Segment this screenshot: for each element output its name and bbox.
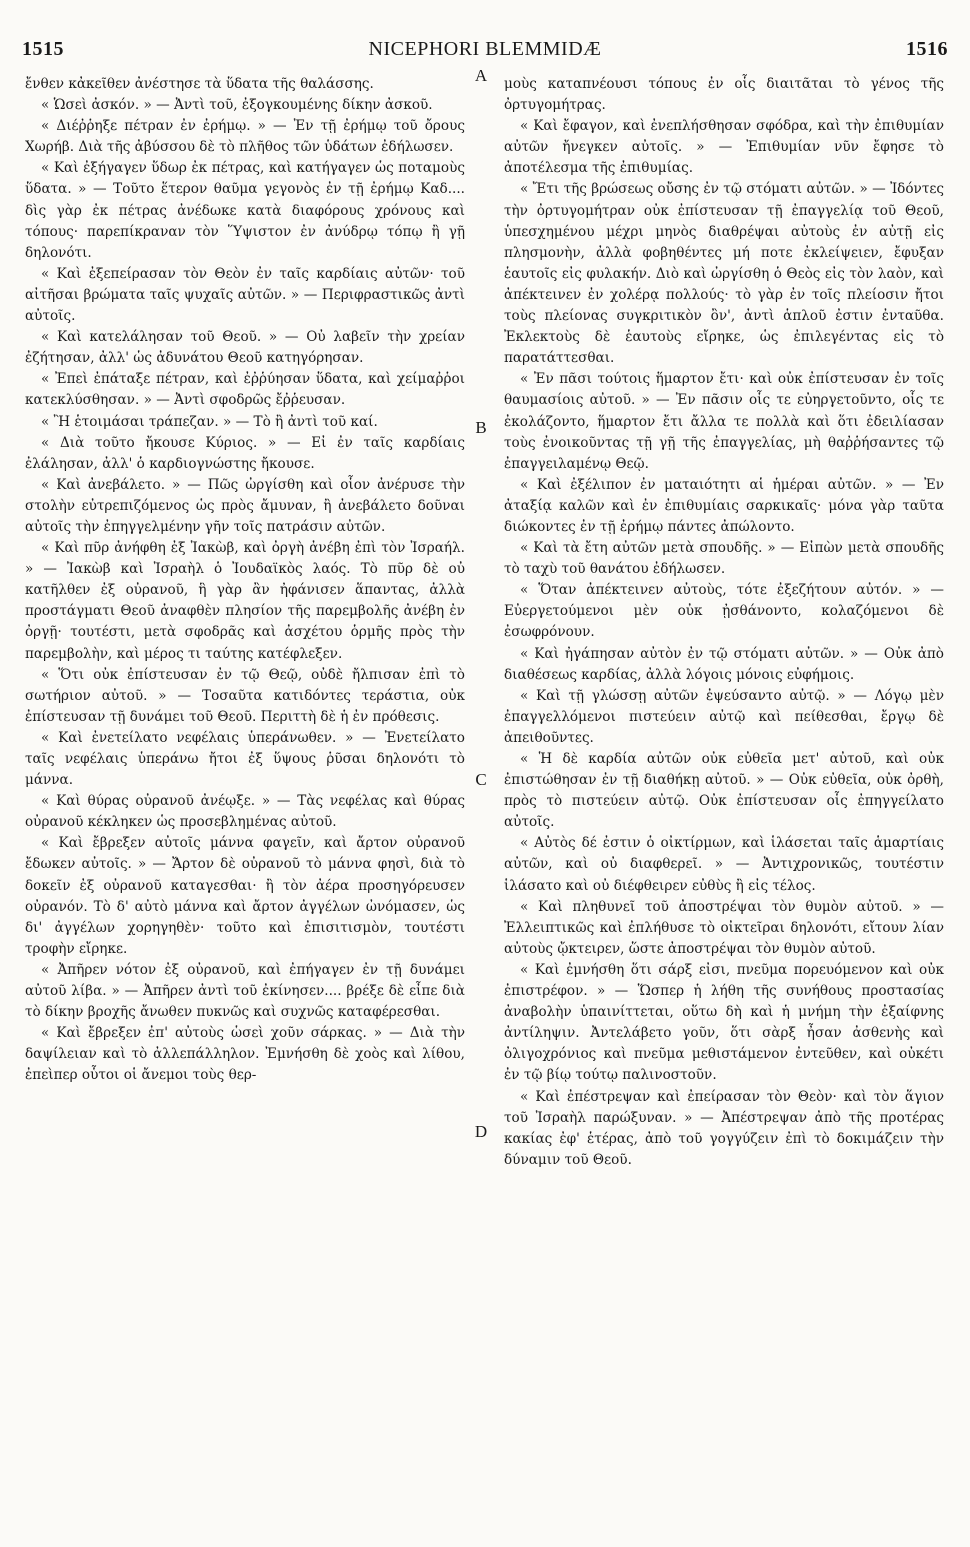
paragraph: « Καὶ ἐξέλιπον ἐν ματαιότητι αἱ ἡμέραι αὐτῶν. » — Ἐν ἀταξίᾳ καλῶν καὶ ἐν ἐπιθυμίαις σαρκικαῖς· μόνα γὰρ ταῦτα διώκοντες ἐν τῇ ἐρήμῳ πάντες ἀπώλοντο. [504, 476, 944, 535]
paragraph: « Ὅτι οὐκ ἐπίστευσαν ἐν τῷ Θεῷ, οὐδὲ ἤλπισαν ἐπὶ τὸ σωτήριον αὐτοῦ. » — Τοσαῦτα κατιδόντες τεράστια, οὐκ ἐπίστευσαν τῇ δυνάμει τοῦ Θεοῦ. Περιττὴ δὲ ἡ ἐν πρόθεσις. [25, 666, 465, 725]
paragraph: « Καὶ ἔφαγον, καὶ ἐνεπλήσθησαν σφόδρα, καὶ τὴν ἐπιθυμίαν αὐτῶν ἤνεγκεν αὐτοῖς. » — Ἐπιθυμίαν νῦν ἔφησε τὸ ἀποτέλεσμα τῆς ἐπιθυμίας. [504, 118, 944, 177]
paragraph: « Διὰ τοῦτο ἤκουσε Κύριος. » — Εἰ ἐν ταῖς καρδίαις ἐλάλησαν, ἀλλ' ὁ καρδιογνώστης ἤκουσε. [25, 434, 465, 472]
paragraph: « Καὶ κατελάλησαν τοῦ Θεοῦ. » — Οὐ λαβεῖν τὴν χρείαν ἐζήτησαν, ἀλλ' ὡς ἀδυνάτου Θεοῦ κατηγόρησαν. [25, 329, 465, 367]
paragraph: « Καὶ θύρας οὐρανοῦ ἀνέῳξε. » — Τὰς νεφέλας καὶ θύρας οὐρανοῦ κέκληκεν ὡς προσεβλημένας αὐτοῦ. [25, 793, 465, 831]
paragraph: « Καὶ πῦρ ἀνήφθη ἐξ Ἰακὼβ, καὶ ὀργὴ ἀνέβη ἐπὶ τὸν Ἰσραήλ. » — Ἰακὼβ καὶ Ἰσραὴλ ὁ Ἰουδαϊκὸς λαός. Τὸ πῦρ δὲ οὐ κατῆλθεν ἐξ οὐρανοῦ, ἣ γὰρ ἂν ἠφάνισεν ἅπαντας, ἀλλὰ προστάγματι Θεοῦ ἀναφθὲν πλησίον τῆς παρεμβολῆς ἀνέβη ἐν ὀργῇ· τουτέστι, μετὰ σφοδρᾶς καὶ ἀσχέτου ὁρμῆς πρὸς τὴν παρεμβολὴν, καὶ μέρος τι ταύτης κατέφλεξεν. [25, 540, 465, 662]
paragraph: « Καὶ ἐπέστρεψαν καὶ ἐπείρασαν τὸν Θεὸν· καὶ τὸν ἅγιον τοῦ Ἰσραὴλ παρώξυναν. » — Ἀπέστρεψαν ἀπὸ τῆς προτέρας κακίας ἐφ' ἑτέρας, ἀπὸ τοῦ γογγύζειν ἐπὶ τὸ δοκιμάζειν τὴν δύναμιν τοῦ Θεοῦ. [504, 1088, 944, 1168]
paragraph: « Ἐν πᾶσι τούτοις ἥμαρτον ἔτι· καὶ οὐκ ἐπίστευσαν ἐν τοῖς θαυμασίοις αὐτοῦ. » — Ἐν πᾶσιν οἷς τε εὐηργετοῦντο, οἷς τε ἐκολάζοντο, ἥμαρτον ἔτι ἄλλα τε πολλὰ καὶ ὅτι ἐδειλίασαν τοὺς ἐνοικοῦντας τῇ γῇ τῆς ἐπαγγελίας, μὴ θαῤῥήσαντες τῷ ἐπαγγειλαμένῳ Θεῷ. [504, 371, 944, 472]
paragraph: « Καὶ πληθυνεῖ τοῦ ἀποστρέψαι τὸν θυμὸν αὐτοῦ. » — Ἐλλειπτικῶς καὶ ἐπλήθυσε τὸ οἰκτεῖραι δηλονότι, εἴτουν λίαν αὐτοὺς ᾤκτειρεν, ὥστε ἀποστρέψαι τὸν θυμὸν αὐτοῦ. [504, 898, 944, 957]
paragraph: « Καὶ ἠγάπησαν αὐτὸν ἐν τῷ στόματι αὐτῶν. » — Οὐκ ἀπὸ διαθέσεως καρδίας, ἀλλὰ λόγοις μόνοις εὐφήμοις. [504, 645, 944, 683]
paragraph: « Καὶ τῇ γλώσσῃ αὐτῶν ἐψεύσαντο αὐτῷ. » — Λόγῳ μὲν ἐπαγγελλόμενοι πιστεύειν αὐτῷ καὶ πείθεσθαι, ἔργῳ δὲ ἀπειθοῦντες. [504, 687, 944, 746]
paragraph: « Ἔτι τῆς βρώσεως οὔσης ἐν τῷ στόματι αὐτῶν. » — Ἰδόντες τὴν ὀρτυγομήτραν οὐκ ἐπίστευσαν τῇ ἐπαγγελίᾳ τοῦ Θεοῦ, ὑπεσχημένου μέχρι μηνὸς διαθρέψαι αὐτοὺς ἐν αὐτῇ εἰς πλησμονὴν, ἀλλὰ φοβηθέντες μή ποτε ἐκλείψειεν, ἔφυξαν ἑαυτοῖς εἰς φυλακήν. Διὸ καὶ ὠργίσθη ὁ Θεὸς εἰς τὸν λαὸν, καὶ ἀπέκτεινεν ἐν χολέρᾳ πολλούς· τὸ γὰρ ἐν τοῖς πλείοσιν ἤτοι τοὺς πλείονας συγκριτικὸν ὂν', ἀντὶ ἁπλοῦ ἐστιν ἐνταῦθα. Ἐκλεκτοὺς δὲ ἑαυτοὺς εἴρηκε, ὡς ἐπιλεγέντας εἰς τὸ παρατάττεσθαι. [504, 181, 944, 367]
margin-marker-b: B [475, 418, 487, 437]
paragraph: « Καὶ τὰ ἔτη αὐτῶν μετὰ σπουδῆς. » — Εἰπὼν μετὰ σπουδῆς τὸ ταχὺ τοῦ θανάτου ἐδήλωσεν. [504, 540, 944, 578]
paragraph: « Καὶ ἀνεβάλετο. » — Πῶς ὠργίσθη καὶ οἷον ἀνέρυσε τὴν στολὴν εὐτρεπιζόμενος ὡς πρὸς ἄμυναν, ἢ ἀνεβάλετο δοῦναι αὐτοῖς τὴν ἐπηγγελμένην γῆν τοῖς πατράσιν αὐτῶν. [25, 476, 465, 535]
right-column [504, 74, 944, 1171]
page-header [22, 38, 948, 62]
paragraph: « Ἐπεὶ ἐπάταξε πέτραν, καὶ ἐῤῥύησαν ὕδατα, καὶ χείμαῤῥοι κατεκλύσθησαν. » — Ἀντὶ σφοδρῶς ἔῤῥευσαν. [25, 371, 465, 409]
paragraph: « Ὡσεὶ ἀσκόν. » — Ἀντὶ τοῦ, ἐξογκουμένης δίκην ἀσκοῦ. [41, 97, 433, 114]
margin-marker-c: C [475, 770, 487, 789]
paragraph: « Ἀπῆρεν νότον ἐξ οὐρανοῦ, καὶ ἐπήγαγεν ἐν τῇ δυνάμει αὐτοῦ λίβα. » — Ἀπῆρεν ἀντὶ τοῦ ἐκίνησεν.... βρέξε δὲ εἶπε διὰ τὸ δίκην βροχῆς ἄνωθεν πυκνῶς καὶ συχνῶς καταφέρεσθαι. [25, 961, 465, 1021]
right-page-number: 1516 [906, 38, 948, 60]
left-page-number: 1515 [22, 38, 64, 60]
paragraph: « Αὐτὸς δέ ἐστιν ὁ οἰκτίρμων, καὶ ἱλάσεται ταῖς ἁμαρτίαις αὐτῶν, καὶ οὐ διαφθερεῖ. » — Ἀντιχρονικῶς, τουτέστιν ἱλάσατο καὶ οὐ διέφθειρεν εὐθὺς ἢ εἰς τέλος. [504, 835, 944, 894]
paragraph: « Καὶ ἐνετείλατο νεφέλαις ὑπεράνωθεν. » — Ἐνετείλατο ταῖς νεφέλαις ὑπεράνω ἤτοι ἐξ ὕψους ῥῦσαι δηλονότι τὸ μάννα. [25, 729, 465, 789]
paragraph: « Καὶ ἔβρεξεν ἐπ' αὐτοὺς ὡσεὶ χοῦν σάρκας. » — Διὰ τὴν δαψίλειαν καὶ τὸ ἀλλεπάλληλον. Ἐμνήσθη δὲ χοὸς καὶ λίθου, ἐπεὶπερ οὗτοι οἱ ἄνεμοι τοὺς θερ- [25, 1025, 465, 1084]
paragraph: μοὺς καταπνέουσι τόπους ἐν οἷς διαιτᾶται τὸ γένος τῆς ὀρτυγομήτρας. [504, 76, 944, 114]
margin-marker-d: D [474, 1122, 488, 1141]
margin-marker-a: A [474, 66, 488, 85]
paragraph: « Ὅταν ἀπέκτεινεν αὐτοὺς, τότε ἐξεζήτουν αὐτόν. » — Εὐεργετούμενοι μὲν οὐκ ᾐσθάνοντο, κολαζόμενοι δὲ ἐσωφρόνουν. [504, 582, 944, 641]
paragraph: « Καὶ ἔβρεξεν αὐτοῖς μάννα φαγεῖν, καὶ ἄρτον οὐρανοῦ ἔδωκεν αὐτοῖς. » — Ἄρτον δὲ οὐρανοῦ τὸ μάννα φησὶ, διὰ τὸ δοκεῖν ἐξ οὐρανοῦ καταγεσθαι· ἢ τὸν ἀέρα προσηγόρευσεν οὐρανόν. Τὸ δ' αὐτὸ μάννα καὶ ἄρτον ἀγγέλων ὠνόμασεν, ὡς δι' ἀγγέλων χορηγηθὲν· τοῦτο καὶ ἐπισιτισμὸν, τουτέστι τροφὴν εἴρηκε. [25, 835, 465, 957]
paragraph: « Καὶ ἐξήγαγεν ὕδωρ ἐκ πέτρας, καὶ κατήγαγεν ὡς ποταμοὺς ὕδατα. » — Τοῦτο ἕτερον θαῦμα γεγονὸς ἐν τῇ ἐρήμῳ Καδ.... δὶς γὰρ ἐκ πέτρας ἀνέδωκε κατὰ διαφόρους χρόνους καὶ τόπους· παρεπίκραναν τὸν Ὕψιστον ἐν ἀνύδρῳ τόπῳ ἢ γῇ δηλονότι. [25, 160, 465, 261]
left-column [25, 74, 465, 1087]
paragraph: « Διέῤῥηξε πέτραν ἐν ἐρήμῳ. » — Ἐν τῇ ἐρήμῳ τοῦ ὄρους Χωρήβ. Διὰ τῆς ἀβύσσου δὲ τὸ πλῆθος τῶν ὑδάτων ἐδήλωσεν. [25, 118, 465, 156]
paragraph: ἔνθεν κἀκεῖθεν ἀνέστησε τὰ ὕδατα τῆς θαλάσσης. [25, 76, 374, 92]
paragraph: « Ἢ ἑτοιμάσαι τράπεζαν. » — Τὸ ἢ ἀντὶ τοῦ καί. [41, 413, 378, 430]
paragraph: « Ἡ δὲ καρδία αὐτῶν οὐκ εὐθεῖα μετ' αὐτοῦ, καὶ οὐκ ἐπιστώθησαν ἐν τῇ διαθήκῃ αὐτοῦ. » — Οὐκ εὐθεῖα, οὐκ ὀρθὴ, πρὸς τὸ πιστεύειν αὐτῷ. Οὐκ ἐπίστευσαν οἷς ἐπηγγείλατο αὐτοῖς. [504, 751, 944, 831]
paragraph: « Καὶ ἐμνήσθη ὅτι σάρξ εἰσι, πνεῦμα πορευόμενον καὶ οὐκ ἐπιστρέφον. » — Ὥσπερ ἡ λήθη τῆς συνήθους προστασίας ἀναβολὴν ὑπαινίττεται, οὕτω δὴ καὶ ἡ μνήμη τὴν ἐξαίφνης ἀντίληψιν. Ἀντελάβετο γοῦν, ὅτι σὰρξ ἦσαν ἀσθενὴς καὶ ὀλιγοχρόνιος καὶ πνεῦμα μεθιστάμενον ἐντεῦθεν, καὶ οὐκέτι ἐν τῷ βίῳ τούτῳ παλινοστοῦν. [504, 961, 944, 1084]
paragraph: « Καὶ ἐξεπείρασαν τὸν Θεὸν ἐν ταῖς καρδίαις αὐτῶν· τοῦ αἰτῆσαι βρώματα ταῖς ψυχαῖς αὐτῶν. » — Περιφραστικῶς ἀντὶ αὐτοῖς. [25, 265, 465, 325]
running-title: NICEPHORI BLEMMIDÆ [368, 38, 602, 60]
